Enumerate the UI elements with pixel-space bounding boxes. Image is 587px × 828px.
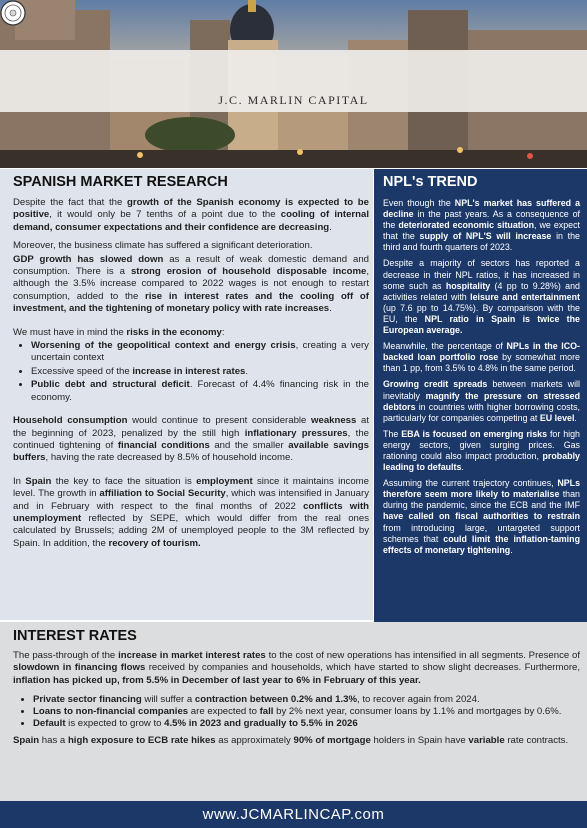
bold-text: slowdown in financing flows	[13, 662, 146, 674]
paragraph	[383, 379, 580, 423]
text: In	[13, 475, 26, 487]
bold-text: Spain	[25, 475, 52, 487]
text: The	[383, 428, 402, 439]
text: in countries with higher borrowing costs, particularly for companies competing at	[383, 401, 580, 423]
brand-name: J.C. MARLIN CAPITAL	[218, 93, 369, 107]
bold-text: conflicts with unemployment	[13, 500, 369, 524]
section-title: SPANISH MARKET RESEARCH	[13, 174, 228, 190]
text: by 2% next year, consumer loans by 1.1% and mortgages by 0.6%.	[273, 706, 562, 718]
bold-text: Public debt and structural deficit	[31, 379, 190, 391]
bold-text: magnify the pressure on stressed debtors	[383, 390, 580, 412]
header-city-photo	[0, 0, 587, 168]
paragraph	[13, 415, 369, 465]
section-title: NPL's TREND	[383, 174, 478, 190]
paragraph	[13, 735, 580, 747]
spanish-market-research-section	[0, 169, 373, 620]
text: at the beginning of 2023, penalized by the still high	[13, 415, 369, 439]
text: Assuming the current trajectory continues,	[383, 478, 558, 489]
text: .	[461, 462, 464, 473]
bold-text: NPLs therefore seem more likely to materialise	[383, 478, 580, 500]
text: than during the pandemic, since the ECB and the IMF	[383, 489, 580, 511]
paragraph	[383, 429, 580, 473]
bold-text: NPL's market has suffered a decline	[383, 198, 581, 220]
bold-text: risks in the economy	[126, 326, 222, 338]
text: .	[574, 412, 577, 423]
bold-text: employment	[196, 475, 253, 487]
paragraph	[383, 341, 580, 374]
section-body	[13, 197, 369, 556]
bold-text: Growing credit spreads	[383, 379, 488, 390]
text: .	[245, 365, 249, 377]
bold-text: Spain	[13, 734, 40, 746]
list-item	[31, 379, 369, 404]
text: in the past years. As a consequence of the	[383, 209, 580, 231]
interest-rates-list	[13, 694, 580, 731]
text: , it would only be 7 tenths of a point due to the	[49, 209, 281, 221]
bold-text: cooling of internal demand, consumer expectations and their confidence are decreasing	[13, 209, 369, 233]
bold-text: hospitality	[445, 280, 491, 291]
bold-text: high exposure to ECB rate hikes	[67, 734, 216, 746]
bold-text: contraction between 0.2% and 1.3%	[194, 693, 357, 705]
text: , although the 3.5% increase compared to 2022 wages is not enough to restart consumption, added to the	[13, 266, 369, 302]
text: are expected to	[188, 706, 260, 718]
text: to the cost of new operations has intensified in all segments. Presence of	[265, 650, 581, 661]
text: the key to face the situation is	[51, 475, 197, 487]
text: holders in Spain have	[370, 734, 469, 746]
text: , we expect that the	[383, 220, 580, 242]
text: between markets will inevitably	[383, 379, 580, 401]
bold-text: could limit the inflation-taming effects of monetary tightening	[383, 533, 580, 555]
text: will suffer a	[141, 693, 195, 705]
text: received by companies and households, which have started to show slight decreases. Furthermore,	[145, 662, 581, 674]
bold-text: strong erosion of household disposable income	[130, 266, 367, 278]
text: (4 pp to 9.28%) and activities related with	[383, 280, 580, 302]
text: , creating a very uncertain context	[31, 340, 369, 364]
kiwi-fruit-icon	[0, 0, 26, 26]
bold-text: 90% of mortgage	[293, 734, 371, 746]
bold-text: affiliation to Social Security	[99, 488, 226, 500]
bold-text: increase in market interest rates	[118, 650, 266, 661]
bold-text: rise in interest rates and the cooling off of investment, and the tightening of monetary policy with rate increases	[13, 290, 369, 315]
bold-text: Household consumption	[13, 415, 128, 427]
bold-text: growth of the Spanish economy is expected to be positive	[13, 197, 369, 221]
text: by somewhat more than 1 pp, from 3.5% to 4.8% in the same period.	[383, 352, 580, 374]
text: We must have in mind the	[13, 326, 127, 338]
npl-trend-section	[374, 169, 587, 622]
bold-text: Loans to non-financial companies	[33, 706, 189, 718]
bold-text: deteriorated economic situation	[398, 220, 535, 231]
section-body	[13, 650, 580, 751]
text: , the continued tightening of	[13, 427, 369, 451]
paragraph	[383, 478, 580, 556]
interest-rates-section	[0, 622, 587, 801]
text: , having the rate decreased by 8.5% of household income.	[45, 452, 293, 464]
text: , to recover again from 2024.	[356, 693, 480, 705]
paragraph	[13, 254, 369, 316]
text: is expected to grow to	[65, 718, 165, 730]
footer	[0, 801, 587, 828]
text: .	[329, 221, 332, 233]
text: Meanwhile, the percentage of	[383, 341, 507, 352]
bold-text: Private sector financing	[33, 693, 142, 705]
paragraph	[383, 258, 580, 336]
text: .	[510, 544, 513, 555]
paragraph	[383, 198, 580, 253]
bold-text: GDP growth has slowed down	[13, 253, 164, 265]
text: , which was intensified in January and in February with respect to the final months of 2022	[13, 488, 369, 512]
text: would continue to present considerable	[127, 415, 312, 427]
text: :	[221, 326, 225, 338]
text: Excessive speed of the	[31, 365, 133, 377]
text: Despite the fact that the	[13, 197, 127, 208]
list-item	[33, 718, 580, 730]
bold-text: NPL ratio in Spain is twice the European average.	[383, 313, 580, 336]
text: The pass-through of the	[13, 650, 119, 661]
paragraph	[13, 197, 369, 234]
bold-text: 4.5% in 2023 and gradually to 5.5% in 2026	[164, 718, 358, 730]
section-title: INTEREST RATES	[13, 628, 137, 644]
bold-text: recovery of tourism.	[108, 537, 201, 549]
list-item	[31, 340, 369, 365]
text: Even though the	[383, 198, 455, 208]
bold-text: inflation has picked up, from 5.5% in December of last year to 6% in February of this year.	[13, 674, 421, 686]
website-link[interactable]: www.JCMARLINCAP.com	[202, 806, 385, 823]
bold-text: available savings buffers	[13, 439, 369, 464]
text: in the third and fourth quarters of 2023.	[383, 231, 580, 253]
bold-text: increase in interest rates	[132, 365, 246, 377]
text: for high energy sectors, given surging prices. Gas rationing could also impact production,	[383, 428, 580, 461]
text: as approximately	[215, 734, 294, 746]
text: (up 7.6 pp to 14.75%). By comparison with the EU, the	[383, 302, 580, 324]
paragraph	[13, 476, 369, 550]
paragraph	[13, 240, 369, 252]
text: has a	[39, 734, 68, 746]
list-item	[31, 366, 369, 378]
text: since it maintains income level. The growth in	[13, 475, 369, 500]
text: Despite a majority of sectors has reported a decrease in their NPL ratios, it has increased in some such as	[383, 258, 580, 291]
text: as a result of weak domestic demand and consumption. There is a	[13, 253, 370, 278]
bold-text: supply of NPL'S will increase	[419, 231, 552, 242]
text: rate contracts.	[504, 734, 569, 746]
text: . Forecast of 4.4% financing risk in the economy.	[31, 379, 369, 403]
bold-text: financial conditions	[117, 439, 210, 451]
bold-text: have called on fiscal authorities to restrain	[383, 511, 580, 522]
bold-text: probably leading to defaults	[383, 450, 580, 473]
bold-text: EU level	[539, 412, 575, 423]
text: and the smaller	[209, 439, 289, 451]
text: reflected by SEPE, which would differ from the real ones calculated by Brussels; adding 2M of unemployed people to the 3M reflected by Spain. In addition, the	[13, 512, 369, 549]
text: .	[329, 303, 332, 315]
bold-text: fall	[259, 706, 274, 718]
npl-paragraphs	[383, 198, 580, 561]
bold-text: weakness	[311, 415, 357, 427]
bold-text: Default	[33, 718, 66, 730]
paragraph	[13, 327, 369, 339]
bold-text: Worsening of the geopolitical context and energy crisis	[31, 340, 296, 352]
risks-list	[13, 340, 369, 404]
text: Moreover, the business climate has suffered a significant deterioration.	[13, 240, 313, 252]
list-item	[33, 694, 580, 706]
bold-text: leisure and entertainment	[470, 291, 580, 302]
bold-text: NPLs in the ICO-backed loan portfolio rose	[383, 341, 580, 363]
paragraph	[13, 650, 580, 687]
bold-text: variable	[468, 734, 505, 746]
bold-text: inflationary pressures	[244, 427, 348, 439]
list-item	[33, 706, 580, 718]
text: from introducing large, untargeted support schemes that	[383, 522, 580, 544]
bold-text: EBA is focused on emerging risks	[401, 428, 548, 439]
